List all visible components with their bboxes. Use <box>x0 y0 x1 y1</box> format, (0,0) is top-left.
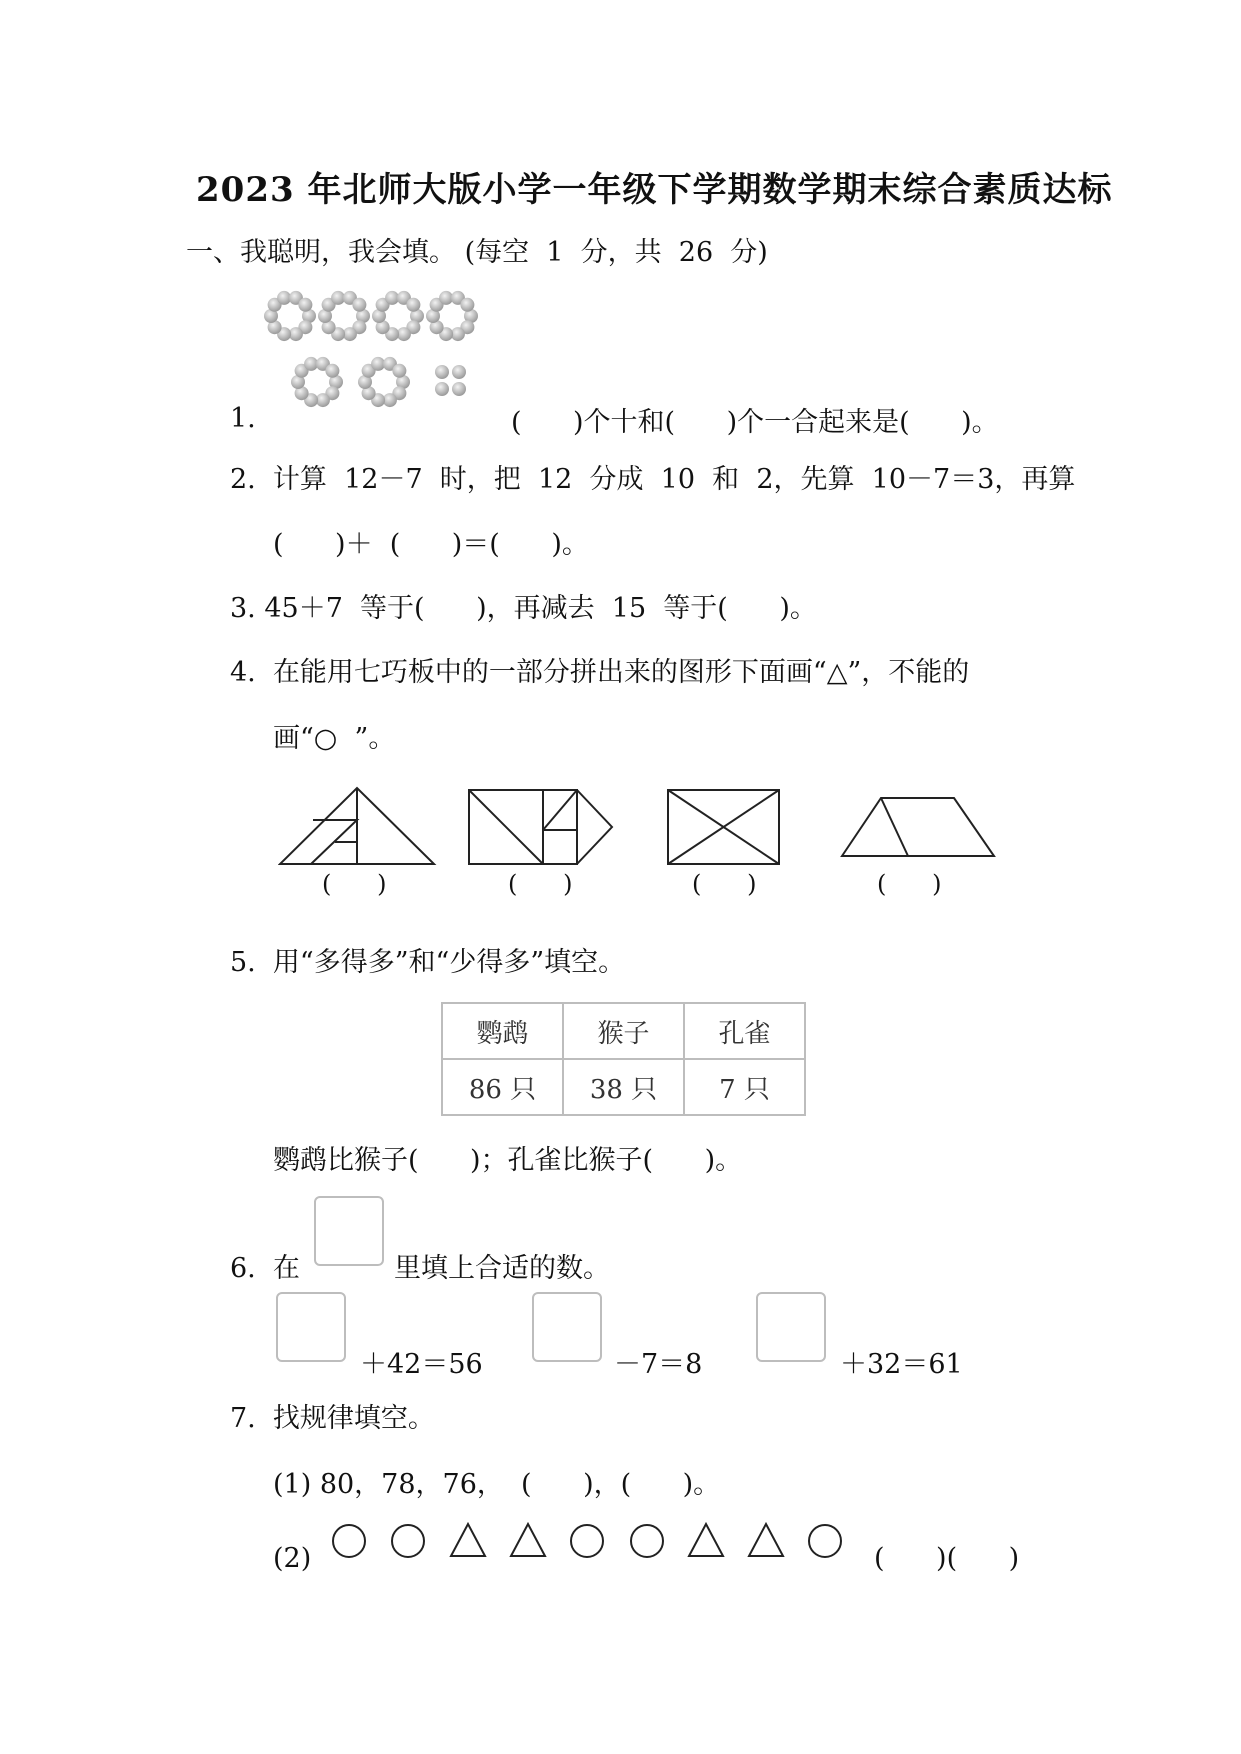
circle-shape <box>392 1525 424 1557</box>
q4-blank-4[interactable]: ( ) <box>877 870 942 898</box>
figure-triangle <box>280 788 434 864</box>
triangle-shape <box>451 1524 485 1556</box>
table-cell: 86 只 <box>442 1059 563 1115</box>
bead-single <box>452 382 466 396</box>
triangle-shape <box>689 1524 723 1556</box>
q7-part2-label: (2) <box>273 1543 312 1574</box>
q6-answer-box-3[interactable] <box>756 1292 826 1362</box>
bead <box>325 364 339 378</box>
table-cell: 38 只 <box>563 1059 684 1115</box>
q1-number: 1. <box>230 403 256 434</box>
bead <box>392 364 406 378</box>
figure-trapezoid <box>842 798 994 856</box>
q2-line2: ( )＋ ( )＝( )。 <box>273 529 589 560</box>
q6-answer-box-1[interactable] <box>276 1292 346 1362</box>
bead <box>298 298 312 312</box>
q5-text: 5. 用“多得多”和“少得多”填空。 <box>230 947 626 978</box>
triangle-shape <box>749 1524 783 1556</box>
section-heading: 一、我聪明，我会填。 (每空 1 分，共 26 分) <box>186 237 768 268</box>
q4-line2: 画“○ ”。 <box>273 723 396 754</box>
bead-single <box>435 382 449 396</box>
q6-equation-3: ＋32＝61 <box>840 1349 963 1380</box>
circle-shape <box>631 1525 663 1557</box>
bead-single <box>435 365 449 379</box>
q6-label-post: 里填上合适的数。 <box>394 1253 610 1284</box>
q1-text: ( )个十和( )个一合起来是( )。 <box>511 407 999 438</box>
q3-text: 3. 45＋7 等于( )，再减去 15 等于( )。 <box>230 593 817 624</box>
q2-line1: 2. 计算 12－7 时，把 12 分成 10 和 2，先算 10－7＝3，再算 <box>230 464 1076 495</box>
q4-blank-3[interactable]: ( ) <box>692 870 757 898</box>
q5-answer-line: 鹦鹉比猴子( )；孔雀比猴子( )。 <box>273 1145 743 1176</box>
table-cell: 7 只 <box>684 1059 805 1115</box>
triangle-shape <box>511 1524 545 1556</box>
bead <box>352 298 366 312</box>
bead <box>406 298 420 312</box>
table-header: 猴子 <box>563 1003 684 1059</box>
q6-label-pre: 6. 在 <box>230 1253 300 1284</box>
shape-sequence <box>325 1516 885 1566</box>
table-header: 鹦鹉 <box>442 1003 563 1059</box>
table-header: 孔雀 <box>684 1003 805 1059</box>
q4-line1: 4. 在能用七巧板中的一部分拼出来的图形下面画“△”，不能的 <box>230 657 970 688</box>
q6-answer-box-2[interactable] <box>532 1292 602 1362</box>
q6-equation-1: ＋42＝56 <box>360 1349 483 1380</box>
q7-text: 7. 找规律填空。 <box>230 1403 435 1434</box>
q7-part1: (1) 80，78，76， ( )，( )。 <box>273 1469 721 1500</box>
bead-single <box>452 365 466 379</box>
figure-bowtie <box>668 790 779 864</box>
bead <box>460 298 474 312</box>
page-title: 2023 年北师大版小学一年级下学期数学期末综合素质达标 <box>196 170 1113 210</box>
q7-part2-blanks[interactable]: ( )( ) <box>874 1543 1020 1574</box>
circle-shape <box>809 1525 841 1557</box>
q6-equation-2: －7＝8 <box>614 1349 703 1380</box>
q6-example-box <box>314 1196 384 1266</box>
q4-blank-1[interactable]: ( ) <box>322 870 387 898</box>
circle-shape <box>333 1525 365 1557</box>
bead-counters-illustration <box>262 282 492 422</box>
q4-blank-2[interactable]: ( ) <box>508 870 573 898</box>
figure-rectangle-arrow <box>469 790 612 864</box>
animal-count-table <box>441 1002 806 1116</box>
circle-shape <box>571 1525 603 1557</box>
